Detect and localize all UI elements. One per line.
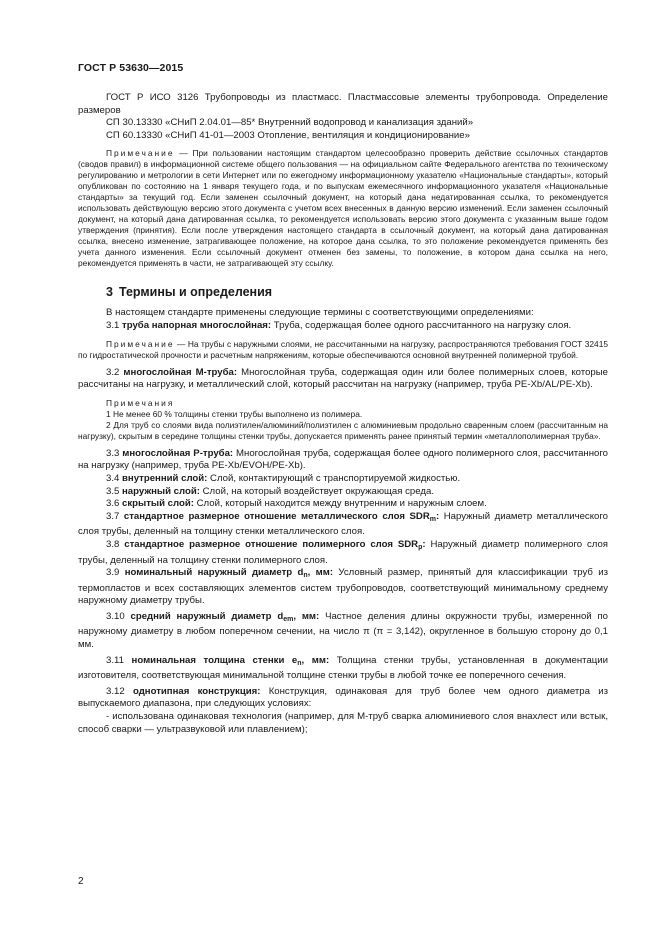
page-content xyxy=(78,92,608,736)
term-3-3: 3.3 многослойная Р-труба: Многослойная труба, содержащая более одного полимерного слоя, рассчитанного на нагрузку (например, труба PE-Xb/EVOH/PE-Xb). xyxy=(78,447,608,472)
term-3-4: 3.4 внутренний слой: Слой, контактирующий с транспортируемой жидкостью. xyxy=(106,472,461,484)
term-3-11: 3.11 номинальная толщина стенки $e_n$, мм: Толщина стенки трубы, установленная в документации изготовителя, соответствующая минимальной толщине стенки трубы в любой точке ее поперечного сечения. xyxy=(78,654,608,682)
term-3-5: 3.5 наружный слой: Слой, на который воздействует окружающая среда. xyxy=(106,485,434,497)
term-3-12: 3.12 однотипная конструкция: Конструкция, одинаковая для труб более чем одного диаметра из выпускаемого диапазона, при следующих условиях: xyxy=(78,685,608,710)
list-item: - использована одинаковая технология (например, для М-труб сварка алюминиевого слоя внахлест или встык, способ сварки — ультразвуковой или плавлением); xyxy=(78,711,608,735)
term-3-6: 3.6 скрытый слой: Слой, который находится между внутренним и наружным слоем. xyxy=(106,498,487,510)
note-3-2-2: 2 Для труб со слоями вида полиэтилен/алюминий/полиэтилен с алюминиевым продольно сваренным слоем (рассчитанным на нагрузку), скрытым в середине толщины стенки трубы, допускается применять ранее принятый термин «металлополимерная труба». xyxy=(78,419,608,441)
note-3-1: Примечание — На трубы с наружными слоями, не рассчитанными на нагрузку, распространяются требования ГОСТ 32415 по гидростатической прочности и расчетным напряжениям, которые обеспечиваются основной внутренней полимерной трубой. xyxy=(78,338,609,360)
notes-3-2-label: Примечания xyxy=(106,397,175,408)
term-3-9: 3.9 номинальный наружный диаметр $d_n$, мм: Условный размер, принятый для классификации труб из термопластов и всех составляющих элементов систем трубопроводов, соответствующий минимальному среднему наружному диаметру трубы. xyxy=(78,567,608,607)
page-number: 2 xyxy=(78,876,84,887)
term-3-10: 3.10 средний наружный диаметр $d_{em}$, мм: Частное деления длины окружности трубы, измеренной по наружному диаметру в любом поперечном сечении, на число π (π = 3,142), округленное в большую сторону до 0,1 мм. xyxy=(78,610,609,651)
term-3-7: 3.7 стандартное размерное отношение металлического слоя $SDR_m$: Наружный диаметр металлического слоя трубы, деленный на толщину стенки металлического слоя. xyxy=(78,510,608,538)
term-3-8: 3.8 стандартное размерное отношение полимерного слоя $SDR_p$: Наружный диаметр полимерного слоя трубы, деленный на толщину стенки полимерного слоя. xyxy=(78,538,608,566)
reference-item: СП 60.13330 «СНиП 41-01—2003 Отопление, вентиляция и кондиционирование» xyxy=(106,129,470,141)
note-label: Примечание xyxy=(106,148,175,159)
note-references xyxy=(78,148,608,269)
section-intro: В настоящем стандарте применены следующие термины с соответствующими определениями: xyxy=(106,307,534,319)
term-3-1: 3.1 труба напорная многослойная: Труба, содержащая более одного рассчитанного на нагрузку слоя. xyxy=(106,319,572,331)
section-heading xyxy=(78,283,608,301)
reference-item: СП 30.13330 «СНиП 2.04.01—85* Внутренний водопровод и канализация зданий» xyxy=(106,117,474,129)
reference-item: ГОСТ Р ИСО 3126 Трубопроводы из пластмасс. Пластмассовые элементы трубопровода. Определение размеров xyxy=(78,92,608,116)
note-text: — При пользовании настоящим стандартом целесообразно проверить действие ссылочных стандартов (сводов правил) в информационной системе общего пользования — на официальном сайте Федерального агентства по техническому регулированию и метрологии в сети Интернет или по ежегодному информационному указателю «Национальные стандарты», который опубликован по состоянию на 1 января текущего года, и по выпускам ежемесячного информационного указателя «Национальные стандарты» за текущий год. Если заменен ссылочный документ, на который дана недатированная ссылка, то рекомендуется использовать действующую версию этого документа с учетом всех внесенных в данную версию изменений. Если заменен ссылочный документ, на который дана датированная ссылка, то рекомендуется использовать версию этого документа с указанным выше годом утверждения (принятия). Если после утверждения настоящего стандарта в ссылочный документ, на который дана датированная ссылка, внесено изменение, затрагивающее положение, на которое дана ссылка, то это положение рекомендуется применять без учета данного изменения. Если ссылочный документ отменен без замены, то положение, в котором дана ссылка на него, рекомендуется применять в части, не затрагивающей эту ссылку. xyxy=(78,148,608,269)
note-3-2-1: 1 Не менее 60 % толщины стенки трубы выполнено из полимера. xyxy=(106,408,363,419)
section-number: 3 xyxy=(106,285,113,300)
section-title: Термины и определения xyxy=(118,285,273,300)
document-code: ГОСТ Р 53630—2015 xyxy=(78,62,184,74)
term-3-2: 3.2 многослойная М-труба: Многослойная труба, содержащая один или более полимерных слоев, которые рассчитаны на нагрузку, и металлический слой, который рассчитан на нагрузку (например, труба PE-Xb/AL/PE-Xb). xyxy=(78,366,608,391)
